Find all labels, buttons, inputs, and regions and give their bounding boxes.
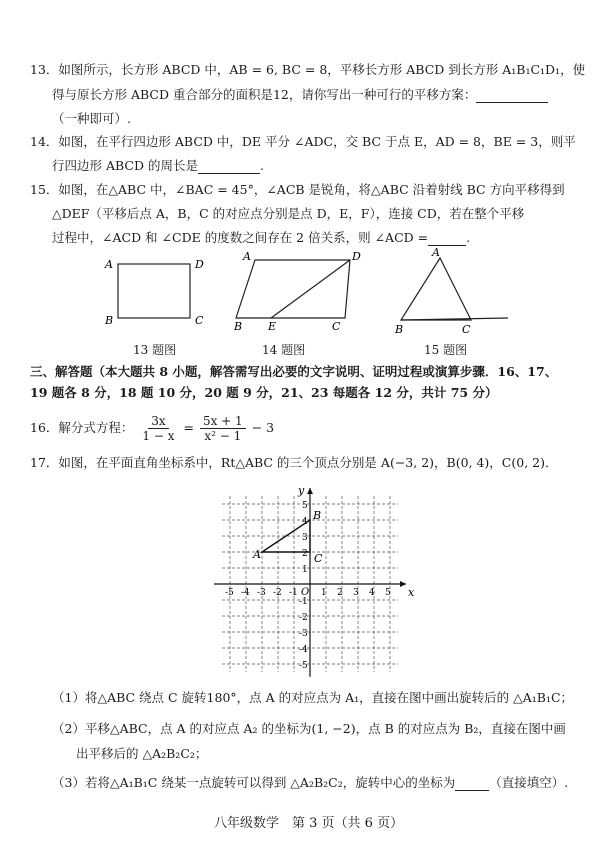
triangle-abc-plot xyxy=(252,509,323,565)
q16-rhs-num: 5x + 1 xyxy=(200,414,246,429)
y-tick-label: 5 xyxy=(302,501,308,511)
x-tick-label: 4 xyxy=(369,588,375,598)
x-tick-label: -5 xyxy=(225,588,234,598)
segment-de xyxy=(271,260,350,318)
f14-label-e: E xyxy=(268,320,277,333)
q16-rhs-fraction xyxy=(200,414,246,443)
y-tick-label: -3 xyxy=(299,629,308,639)
triangle-abc xyxy=(401,258,471,320)
q16-rhs-den: x² − 1 xyxy=(204,429,242,443)
figure-14-caption: 14 题图 xyxy=(262,343,306,357)
f13-label-d: D xyxy=(195,258,204,271)
y-tick-label: 1 xyxy=(302,565,308,575)
x-tick-label: -4 xyxy=(241,588,250,598)
coordinate-grid[interactable] xyxy=(210,478,430,678)
q13-line2: 得与原长方形 ABCD 重合部分的面积是12，请你写出一种可行的平移方案： xyxy=(52,87,477,102)
q17-sub3-tail: （直接填空）. xyxy=(489,775,569,790)
q15-line2: △DEF（平移后点 A，B，C 的对应点分别是点 D，E，F），连接 CD，若在整个平移 xyxy=(52,206,525,221)
q13-answer-blank[interactable] xyxy=(476,89,548,103)
x-tick-label: -3 xyxy=(257,588,266,598)
f15-label-b: B xyxy=(395,323,404,336)
q15-answer-blank[interactable] xyxy=(428,232,466,246)
q13-line2-wrap xyxy=(52,87,548,103)
y-tick-label: -1 xyxy=(299,597,308,607)
f14-label-c: C xyxy=(332,320,341,333)
x-tick-label: 2 xyxy=(337,588,343,598)
f15-label-a: A xyxy=(432,248,440,259)
figure-13 xyxy=(104,258,204,327)
q15-line3-wrap: 过程中，∠ACD 和 ∠CDE 的度数之间存在 2 倍关系，则 ∠ACD = . xyxy=(52,230,471,245)
x-axis-arrow xyxy=(400,581,406,587)
f15-label-c: C xyxy=(462,323,471,336)
q17-sub3-answer-blank[interactable] xyxy=(455,777,489,791)
q17-sub3: （3）若将△A₁B₁C 绕某一点旋转可以得到 △A₂B₂C₂，旋转中心的坐标为 xyxy=(52,775,456,790)
f13-label-a: A xyxy=(105,258,113,271)
figure-15 xyxy=(394,248,508,336)
x-tick-label: 3 xyxy=(353,588,359,598)
x-tick-label: 5 xyxy=(385,588,391,598)
figures-row xyxy=(0,248,606,340)
q16-lhs-den: 1 − x xyxy=(142,429,175,443)
q16-prefix: 16．解分式方程： xyxy=(30,420,134,435)
q13-line3: （一种即可）. xyxy=(52,111,131,126)
q16-equation xyxy=(30,411,274,445)
origin-label: O xyxy=(301,587,310,598)
q17-sub2b: 出平移后的 △A₂B₂C₂； xyxy=(76,746,208,761)
point-c-label: C xyxy=(314,552,323,565)
q14-answer-blank[interactable] xyxy=(198,160,260,174)
section3-line1: 三、解答题（本大题共 8 小题，解答需写出必要的文字说明、证明过程或演算步骤．16、17、 xyxy=(30,364,558,379)
y-tick-label: 3 xyxy=(302,533,308,543)
q13-line1: 13．如图所示，长方形 ABCD 中，AB = 6, BC = 8，平移长方形 ABCD 到长方形 A₁B₁C₁D₁，使 xyxy=(30,62,586,77)
parallelogram-abcd xyxy=(236,260,350,318)
y-axis-label: y xyxy=(298,484,305,497)
y-tick-label: -2 xyxy=(299,613,308,623)
figure-15-caption: 15 题图 xyxy=(424,343,468,357)
q16-lhs-fraction xyxy=(139,414,177,443)
q17-sub3-wrap xyxy=(52,775,568,791)
section3-line2: 19 题各 8 分，18 题 10 分，20 题 9 分，21、23 每题各 12 分，共计 75 分） xyxy=(30,385,498,400)
y-tick-label: -4 xyxy=(299,645,308,655)
f14-label-d: D xyxy=(352,250,361,263)
q17-sub1: （1）将△ABC 绕点 C 旋转180°，点 A 的对应点为 A₁，直接在图中画出旋转后的 △A₁B₁C； xyxy=(52,690,574,705)
f13-label-b: B xyxy=(105,314,114,327)
f13-label-c: C xyxy=(195,314,204,327)
y-tick-label: 4 xyxy=(302,517,308,527)
f14-label-b: B xyxy=(234,320,243,333)
q17-line1: 17．如图，在平面直角坐标系中，Rt△ABC 的三个顶点分别是 A(−3, 2)，B(0, 4)，C(0, 2)． xyxy=(30,455,558,470)
q14-line2-wrap: 行四边形 ABCD 的周长是 . xyxy=(52,158,264,173)
x-tick-label: -2 xyxy=(273,588,282,598)
q16-equals: = xyxy=(183,420,194,435)
y-axis-arrow xyxy=(307,488,313,494)
point-a-label: A xyxy=(253,548,261,561)
q16-lhs-num: 3x xyxy=(148,414,168,429)
q17-sub2a: （2）平移△ABC，点 A 的对应点 A₂ 的坐标为(1, −2)，点 B 的对应点为 B₂，直接在图中画 xyxy=(52,721,566,736)
figure-13-caption: 13 题图 xyxy=(133,343,177,357)
page-footer: 八年级数学 第 3 页（共 6 页） xyxy=(214,816,404,831)
q16-tail: − 3 xyxy=(251,420,275,435)
x-tick-label: -1 xyxy=(289,588,298,598)
y-tick-label: 2 xyxy=(302,549,308,559)
rectangle-abcd xyxy=(118,264,190,318)
f14-label-a: A xyxy=(243,250,251,263)
q15-line3: 过程中，∠ACD 和 ∠CDE 的度数之间存在 2 倍关系，则 ∠ACD = xyxy=(52,230,429,245)
point-b-label: B xyxy=(313,509,322,522)
figure-14 xyxy=(233,250,361,333)
y-tick-label: -5 xyxy=(299,661,308,671)
x-axis-label: x xyxy=(408,586,415,599)
q14-line2: 行四边形 ABCD 的周长是 xyxy=(52,158,198,173)
x-tick-label: 1 xyxy=(321,588,327,598)
grid-tick-labels xyxy=(225,501,391,671)
q14-line1: 14．如图，在平行四边形 ABCD 中，DE 平分 ∠ADC，交 BC 于点 E，AD = 8，BE = 3，则平 xyxy=(30,134,576,149)
q15-line1: 15．如图，在△ABC 中，∠BAC = 45°，∠ACB 是锐角，将△ABC 沿着射线 BC 方向平移得到 xyxy=(30,182,565,197)
